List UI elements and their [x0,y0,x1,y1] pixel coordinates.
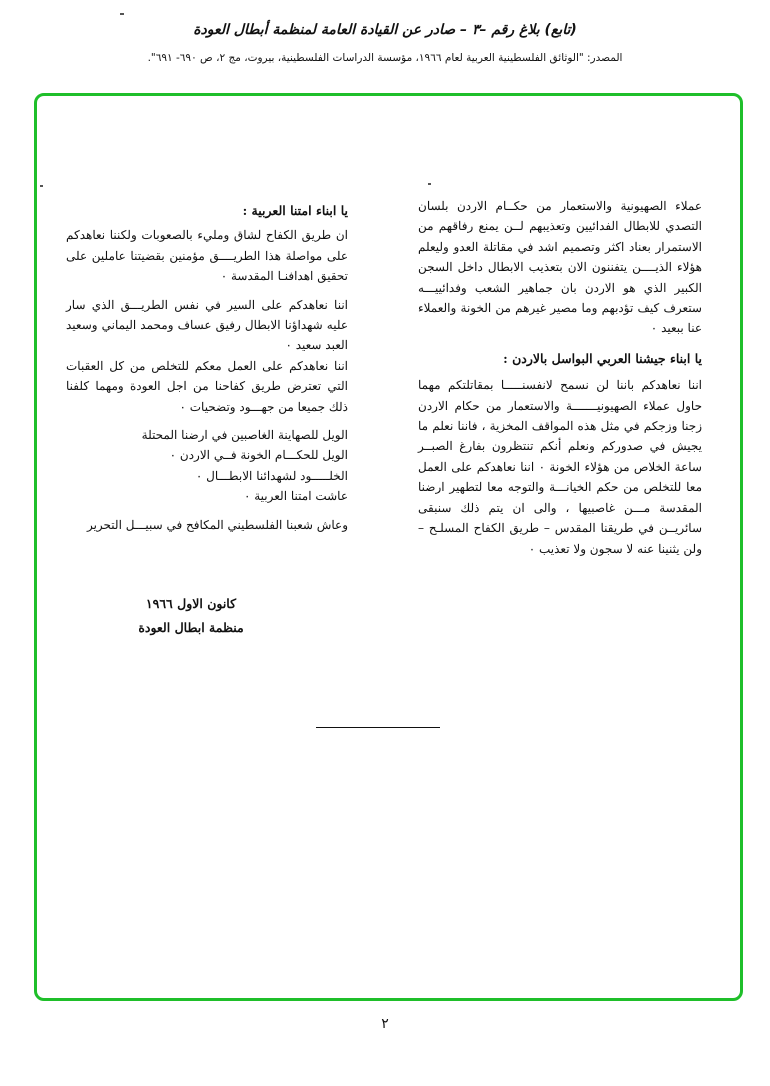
right-column [418,196,702,559]
right-column-heading: يا ابناء جيشنا العربي البواسل بالاردن : [503,350,702,366]
scan-speck [120,13,124,15]
page-number: ٢ [381,1016,389,1032]
left-column-heading: يا ابناء امتنا العربية : [242,203,348,218]
right-column-intro: عملاء الصهيونية والاستعمار من حكــام الاردن بلسان التصدي للابطال الفدائيين وتعذيبهم لــن يمنع رفاقهم من الاستمرار بعناد اكثر وتصميم اشد في مقاتلة العدو وليعلم هؤلاء الذيــــن يتفننون الان بتعذيب الابطال داخل السجن الكبير الذي هو الاردن بان جماهير الشعب وفدائييـــه ستعرف كيف تؤدبهم وما مصير غيرهم من الخونة والعملاء عنا ببعيد ٠ [418,199,702,336]
left-column-paragraph: اننا نعاهدكم على العمل معكم للتخلص من كل العقبات التي تعترض طريق كفاحنا من اجل العودة ومهما كلفنا ذلك جميعا من جهـــود وتضحيات ٠ [66,358,348,414]
source-citation: المصدر: "الوثائق الفلسطينية العربية لعام ١٩٦٦، مؤسسة الدراسات الفلسطينية، بيروت، مج ٢، ص ٦٩٠- ٦٩١". [147,52,623,64]
document-title: (تابع) بلاغ رقم –٣ – صادر عن القيادة العامة لمنظمة أبطال العودة [193,22,577,38]
left-column-paragraph: اننا نعاهدكم على السير في نفس الطريـــق الذي سار عليه شهداؤنا الابطال رفيق عساف ومحمد اليماني وسعيد العبد سعيد ٠ [66,297,348,353]
left-column [66,201,348,535]
signature-block [96,592,286,640]
scan-speck [428,183,431,185]
left-column-paragraph: ان طريق الكفاح لشاق ومليء بالصعوبات ولكننا نعاهدكم على مواصلة هذا الطريــــق مؤمنين بقضيتنا عاملين على تحقيق اهدافنـا المقدسة ٠ [66,228,348,284]
signature-organization: منظمة ابطال العودة [138,620,244,635]
slogan-line: الويل للصهاينة الغاصبين في ارضنا المحتلة [141,428,348,443]
scan-speck [40,185,43,187]
right-column-body: اننا نعاهدكم باننا لن نسمح لانفسنـــــا بمقاتلتكم مهما حاول عملاء الصهيونيـــــــة والاستعمار من حكام الاردن زجنا وزجكم في مثل هذه المواقف المخزية ، فاننا نعلم ما يجيش في صدوركم ونعلم أنكم تنتظرون بفارغ الصبــر ساعة الخلاص من هؤلاء الخونة ٠ اننا نعاهدكم على العمل معا للتخلص من حكم الخيانـــة والتوجه معا لتطهير ارضنا المقدسة مـــن غاصبيها ، والى ان يتم ذلك سنبقى سائريــن في طريقنا المقدس – طريق الكفاح المسلـح – ولن يثنينا عنه لا سجون ولا تعذيب ٠ [418,378,702,556]
end-divider-line [316,727,440,728]
slogan-line: الخلـــــود لشهدائنا الابطـــال ٠ [195,468,348,483]
closing-statement: وعاش شعبنا الفلسطيني المكافح في سبيـــل التحرير [86,517,348,532]
slogan-line: عاشت امتنا العربية ٠ [243,489,348,504]
signature-date: كانون الاول ١٩٦٦ [145,596,237,611]
slogan-line: الويل للحكـــام الخونة فــي الاردن ٠ [169,448,348,463]
